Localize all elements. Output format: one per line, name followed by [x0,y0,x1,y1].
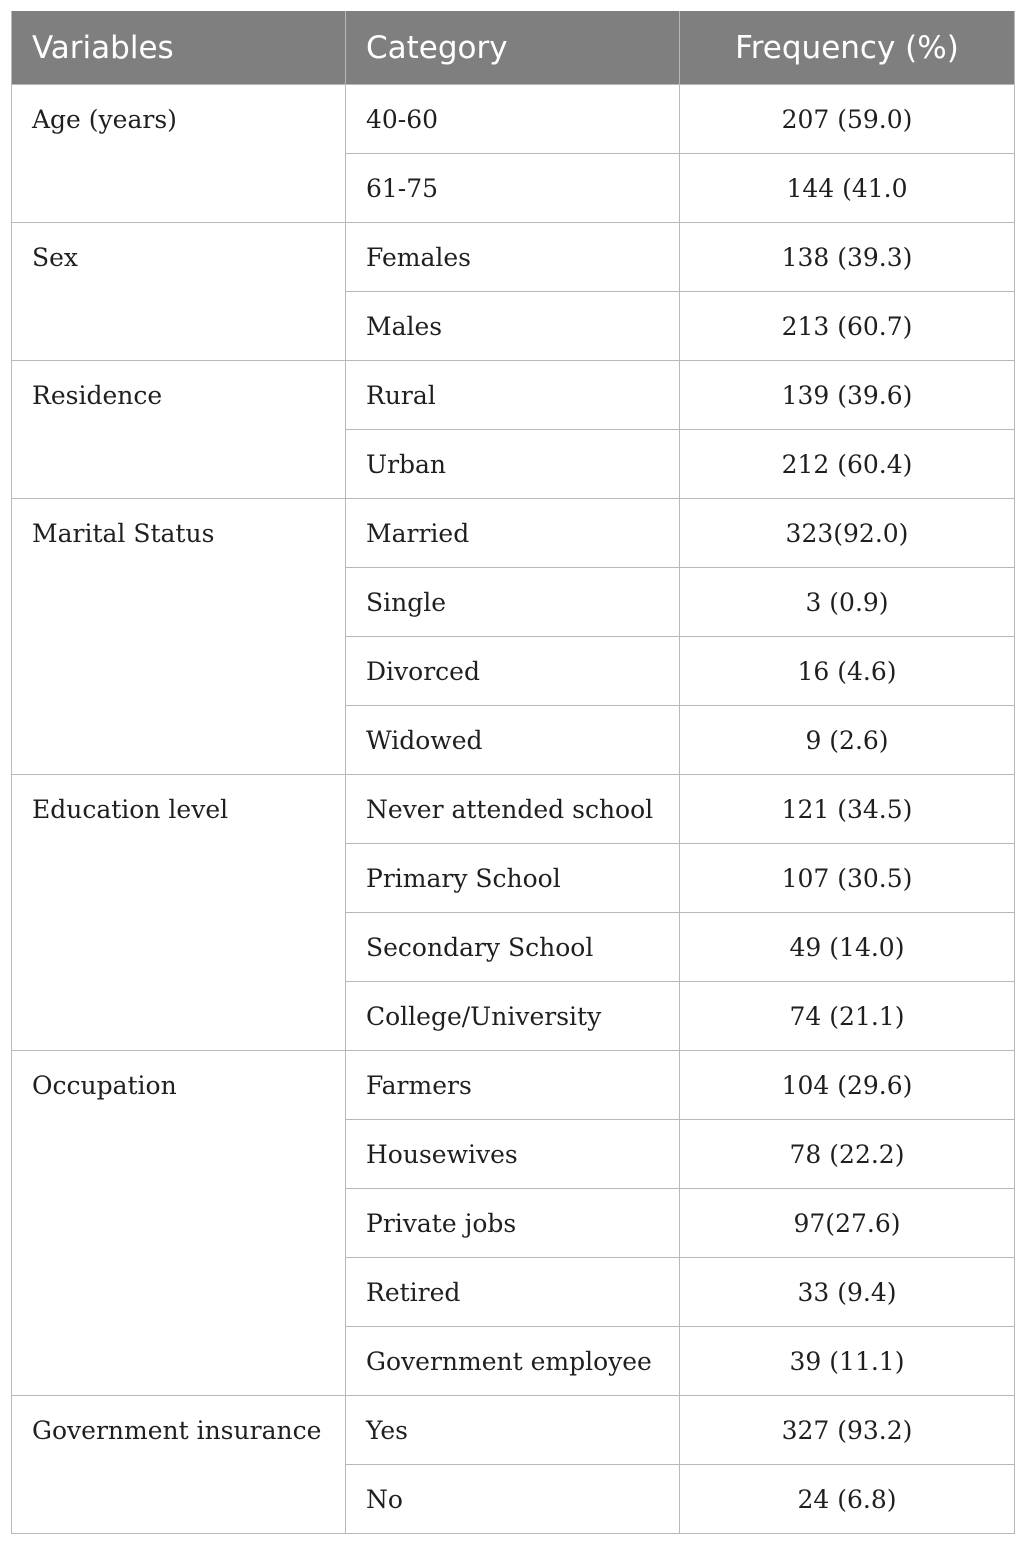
table-row [12,223,1015,292]
frequency-cell: 3 (0.9) [680,568,1015,637]
variable-cell: Government insurance [12,1396,346,1534]
category-cell: Urban [346,430,680,499]
frequency-cell: 213 (60.7) [680,292,1015,361]
frequency-cell: 9 (2.6) [680,706,1015,775]
frequency-cell: 78 (22.2) [680,1120,1015,1189]
frequency-cell: 327 (93.2) [680,1396,1015,1465]
header-frequency: Frequency (%) [680,11,1015,85]
table-row [12,775,1015,844]
variable-cell: Occupation [12,1051,346,1396]
frequency-cell: 16 (4.6) [680,637,1015,706]
frequency-cell: 121 (34.5) [680,775,1015,844]
table-row [12,361,1015,430]
category-cell: Married [346,499,680,568]
frequency-cell: 39 (11.1) [680,1327,1015,1396]
frequency-cell: 139 (39.6) [680,361,1015,430]
category-cell: Single [346,568,680,637]
category-cell: Yes [346,1396,680,1465]
frequency-cell: 144 (41.0 [680,154,1015,223]
table-row [12,499,1015,568]
category-cell: 61-75 [346,154,680,223]
variable-cell: Education level [12,775,346,1051]
category-cell: Divorced [346,637,680,706]
frequency-cell: 212 (60.4) [680,430,1015,499]
frequency-cell: 24 (6.8) [680,1465,1015,1534]
frequency-cell: 207 (59.0) [680,85,1015,154]
category-cell: Retired [346,1258,680,1327]
frequency-cell: 97(27.6) [680,1189,1015,1258]
table-row [12,1396,1015,1465]
category-cell: Housewives [346,1120,680,1189]
header-category: Category [346,11,680,85]
category-cell: Never attended school [346,775,680,844]
category-cell: Farmers [346,1051,680,1120]
category-cell: Secondary School [346,913,680,982]
variable-cell: Marital Status [12,499,346,775]
variable-cell: Age (years) [12,85,346,223]
category-cell: Primary School [346,844,680,913]
category-cell: College/University [346,982,680,1051]
category-cell: Males [346,292,680,361]
table-row [12,85,1015,154]
frequency-cell: 138 (39.3) [680,223,1015,292]
demographics-table [11,11,1015,1534]
frequency-cell: 33 (9.4) [680,1258,1015,1327]
category-cell: Widowed [346,706,680,775]
category-cell: Government employee [346,1327,680,1396]
variable-cell: Sex [12,223,346,361]
frequency-cell: 107 (30.5) [680,844,1015,913]
frequency-cell: 323(92.0) [680,499,1015,568]
variable-cell: Residence [12,361,346,499]
header-variables: Variables [12,11,346,85]
category-cell: 40-60 [346,85,680,154]
category-cell: Rural [346,361,680,430]
category-cell: Females [346,223,680,292]
category-cell: Private jobs [346,1189,680,1258]
header-row [12,11,1015,85]
frequency-cell: 49 (14.0) [680,913,1015,982]
table-row [12,1051,1015,1120]
category-cell: No [346,1465,680,1534]
table-body [12,85,1015,1534]
frequency-cell: 74 (21.1) [680,982,1015,1051]
frequency-cell: 104 (29.6) [680,1051,1015,1120]
